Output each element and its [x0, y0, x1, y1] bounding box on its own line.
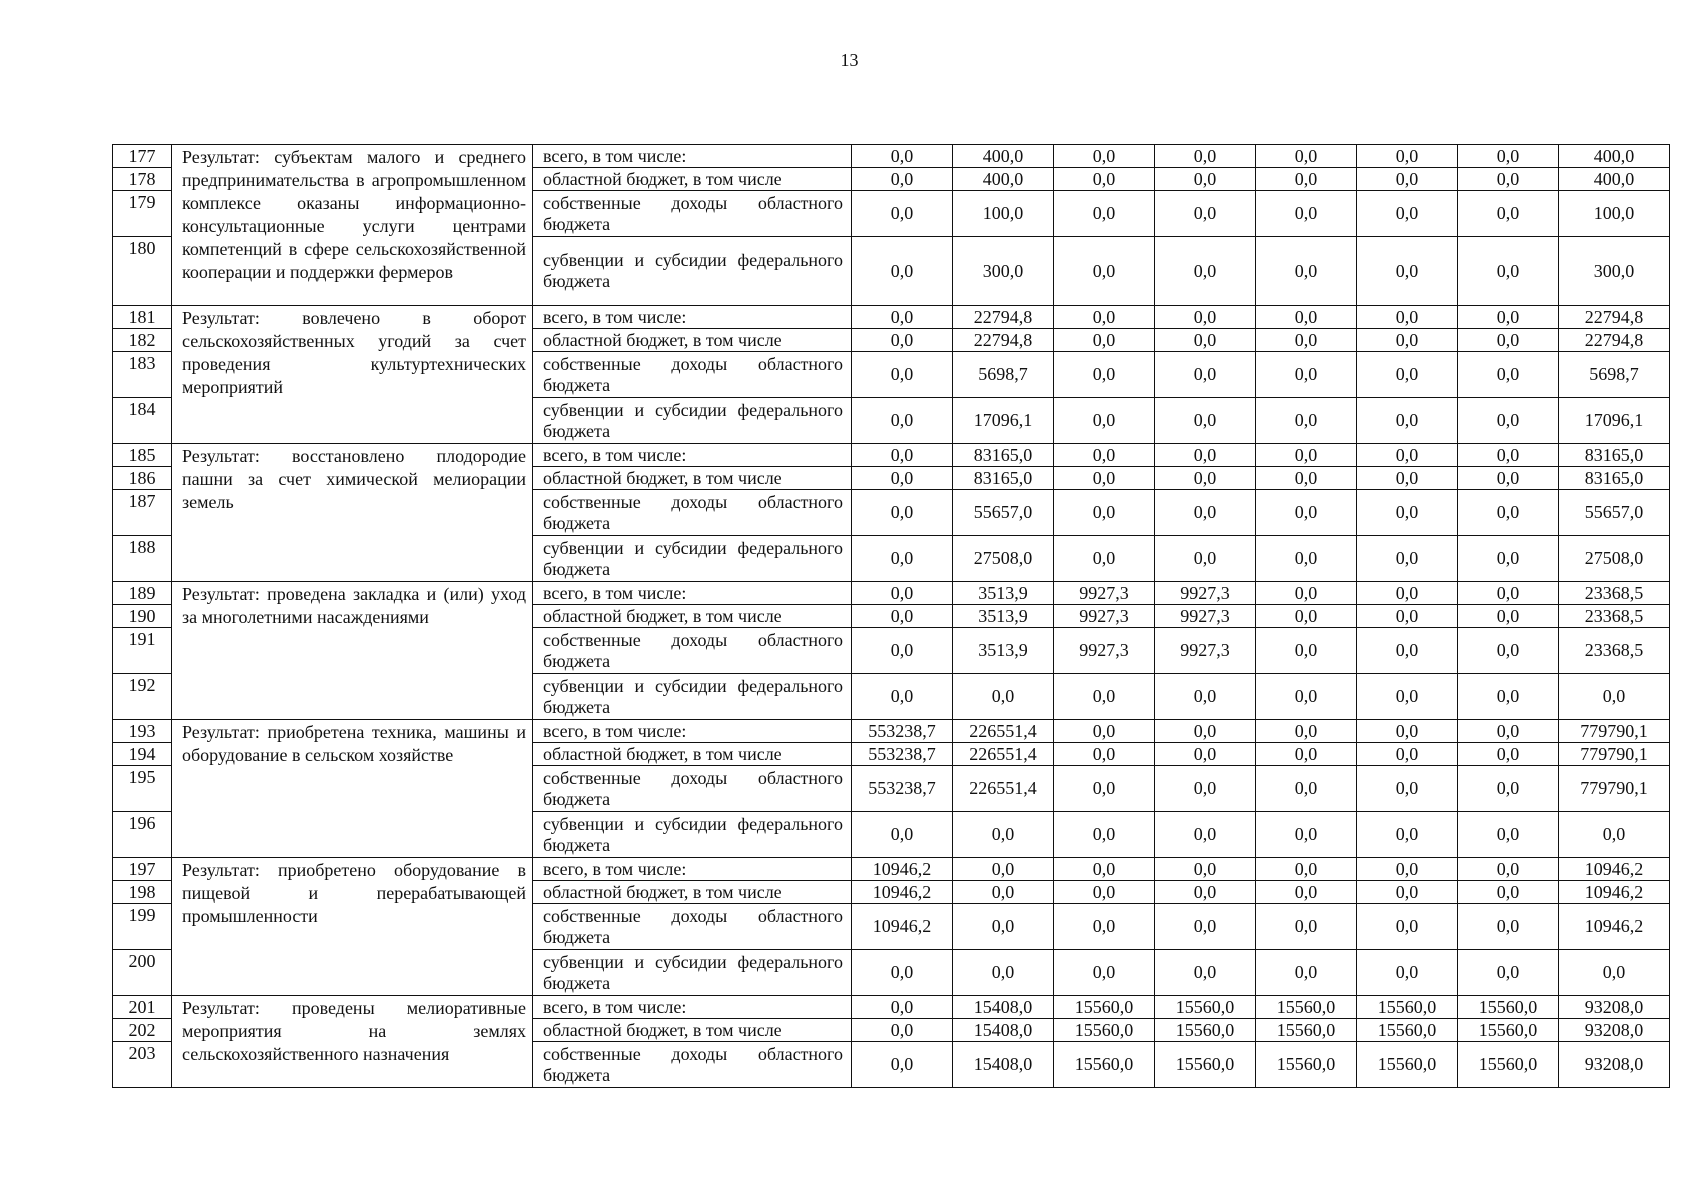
value-cell: 0,0	[1054, 306, 1155, 329]
value-cell: 0,0	[1357, 858, 1458, 881]
value-cell: 0,0	[1256, 605, 1357, 628]
value-cell: 0,0	[953, 881, 1054, 904]
value-cell: 0,0	[1155, 536, 1256, 582]
value-cell: 0,0	[1155, 812, 1256, 858]
value-cell: 0,0	[1458, 467, 1559, 490]
value-cell: 0,0	[953, 674, 1054, 720]
value-cell: 0,0	[1458, 168, 1559, 191]
value-cell: 0,0	[1155, 950, 1256, 996]
value-total: 22794,8	[1559, 306, 1670, 329]
value-total: 22794,8	[1559, 329, 1670, 352]
result-description: Результат: проведены мелиоративные мероприятия на землях сельскохозяйственного назначения	[172, 996, 533, 1088]
value-cell: 3513,9	[953, 605, 1054, 628]
value-cell: 15560,0	[1256, 996, 1357, 1019]
value-cell: 0,0	[1458, 720, 1559, 743]
value-total: 0,0	[1559, 812, 1670, 858]
value-cell: 0,0	[1054, 720, 1155, 743]
value-cell: 0,0	[1256, 674, 1357, 720]
funding-source: областной бюджет, в том числе	[533, 605, 852, 628]
value-cell: 15560,0	[1357, 1019, 1458, 1042]
value-cell: 9927,3	[1155, 605, 1256, 628]
value-cell: 0,0	[852, 329, 953, 352]
value-cell: 15560,0	[1155, 1042, 1256, 1088]
value-cell: 0,0	[1458, 536, 1559, 582]
value-cell: 0,0	[1054, 398, 1155, 444]
value-cell: 0,0	[953, 904, 1054, 950]
row-number: 182	[113, 329, 172, 352]
row-number: 188	[113, 536, 172, 582]
value-cell: 0,0	[1054, 191, 1155, 237]
funding-source: субвенции и субсидии федерального бюджета	[533, 536, 852, 582]
value-cell: 15560,0	[1054, 1042, 1155, 1088]
table-row	[113, 996, 1670, 1019]
row-number: 181	[113, 306, 172, 329]
row-number: 183	[113, 352, 172, 398]
value-total: 55657,0	[1559, 490, 1670, 536]
funding-source: областной бюджет, в том числе	[533, 329, 852, 352]
value-cell: 0,0	[1054, 467, 1155, 490]
value-cell: 0,0	[1256, 444, 1357, 467]
value-cell: 0,0	[1054, 881, 1155, 904]
value-cell: 15560,0	[1155, 996, 1256, 1019]
funding-source: всего, в том числе:	[533, 306, 852, 329]
funding-source: всего, в том числе:	[533, 996, 852, 1019]
funding-source: собственные доходы областного бюджета	[533, 628, 852, 674]
value-cell: 0,0	[852, 398, 953, 444]
funding-source: субвенции и субсидии федерального бюджета	[533, 950, 852, 996]
value-cell: 300,0	[953, 237, 1054, 306]
value-cell: 10946,2	[852, 858, 953, 881]
funding-source: субвенции и субсидии федерального бюджета	[533, 674, 852, 720]
funding-source: областной бюджет, в том числе	[533, 168, 852, 191]
value-cell: 0,0	[1155, 237, 1256, 306]
value-cell: 0,0	[852, 306, 953, 329]
value-cell: 0,0	[852, 467, 953, 490]
value-cell: 0,0	[1155, 720, 1256, 743]
funding-source: собственные доходы областного бюджета	[533, 1042, 852, 1088]
value-cell: 0,0	[1256, 582, 1357, 605]
value-cell: 0,0	[1155, 467, 1256, 490]
value-cell: 0,0	[1357, 237, 1458, 306]
value-cell: 0,0	[1256, 237, 1357, 306]
value-cell: 10946,2	[852, 881, 953, 904]
value-cell: 0,0	[1256, 904, 1357, 950]
value-total: 27508,0	[1559, 536, 1670, 582]
value-cell: 0,0	[1357, 398, 1458, 444]
value-cell: 15560,0	[1357, 996, 1458, 1019]
value-total: 400,0	[1559, 168, 1670, 191]
result-description: Результат: приобретена техника, машины и оборудование в сельском хозяйстве	[172, 720, 533, 858]
value-cell: 5698,7	[953, 352, 1054, 398]
page-number: 13	[840, 50, 859, 70]
value-cell: 0,0	[1458, 904, 1559, 950]
value-cell: 0,0	[1357, 582, 1458, 605]
value-cell: 0,0	[1357, 329, 1458, 352]
value-cell: 0,0	[1458, 881, 1559, 904]
row-number: 197	[113, 858, 172, 881]
value-cell: 0,0	[1458, 812, 1559, 858]
row-number: 195	[113, 766, 172, 812]
value-cell: 3513,9	[953, 582, 1054, 605]
value-cell: 9927,3	[1054, 605, 1155, 628]
result-description: Результат: субъектам малого и среднего предпринимательства в агропромышленном комплексе оказаны информационно-консультационные услуги центрами компетенций в сфере сельскохозяйственной кооперации и поддержки фермеров	[172, 145, 533, 306]
funding-source: собственные доходы областного бюджета	[533, 490, 852, 536]
funding-source: областной бюджет, в том числе	[533, 881, 852, 904]
value-cell: 55657,0	[953, 490, 1054, 536]
value-cell: 15560,0	[1256, 1042, 1357, 1088]
value-cell: 0,0	[1054, 904, 1155, 950]
value-cell: 226551,4	[953, 720, 1054, 743]
table-row	[113, 720, 1670, 743]
value-cell: 0,0	[1054, 444, 1155, 467]
value-cell: 0,0	[1256, 766, 1357, 812]
value-cell: 0,0	[1054, 743, 1155, 766]
value-cell: 0,0	[852, 168, 953, 191]
value-cell: 0,0	[1458, 674, 1559, 720]
funding-source: субвенции и субсидии федерального бюджета	[533, 237, 852, 306]
value-cell: 0,0	[1054, 490, 1155, 536]
row-number: 202	[113, 1019, 172, 1042]
value-cell: 27508,0	[953, 536, 1054, 582]
funding-source: всего, в том числе:	[533, 720, 852, 743]
value-cell: 0,0	[1357, 191, 1458, 237]
value-cell: 0,0	[1256, 329, 1357, 352]
value-cell: 15560,0	[1054, 996, 1155, 1019]
value-cell: 0,0	[852, 352, 953, 398]
value-cell: 0,0	[1458, 145, 1559, 168]
value-cell: 22794,8	[953, 329, 1054, 352]
value-cell: 0,0	[1256, 950, 1357, 996]
value-cell: 0,0	[1357, 352, 1458, 398]
value-cell: 0,0	[1458, 444, 1559, 467]
value-cell: 0,0	[852, 1019, 953, 1042]
value-cell: 0,0	[1054, 858, 1155, 881]
value-cell: 0,0	[1054, 950, 1155, 996]
value-cell: 0,0	[953, 858, 1054, 881]
value-cell: 9927,3	[1155, 582, 1256, 605]
funding-source: всего, в том числе:	[533, 145, 852, 168]
value-cell: 400,0	[953, 168, 1054, 191]
value-cell: 0,0	[1357, 674, 1458, 720]
value-cell: 0,0	[852, 812, 953, 858]
row-number: 191	[113, 628, 172, 674]
value-cell: 0,0	[1155, 145, 1256, 168]
value-cell: 0,0	[852, 674, 953, 720]
value-cell: 0,0	[852, 996, 953, 1019]
value-cell: 9927,3	[1054, 628, 1155, 674]
value-cell: 83165,0	[953, 444, 1054, 467]
value-cell: 0,0	[1357, 904, 1458, 950]
row-number: 192	[113, 674, 172, 720]
value-cell: 0,0	[1054, 145, 1155, 168]
value-cell: 0,0	[1458, 191, 1559, 237]
value-cell: 0,0	[852, 628, 953, 674]
value-cell: 0,0	[1458, 766, 1559, 812]
value-cell: 0,0	[1155, 352, 1256, 398]
value-total: 0,0	[1559, 950, 1670, 996]
value-cell: 0,0	[852, 582, 953, 605]
table-body	[113, 145, 1670, 1088]
value-total: 83165,0	[1559, 444, 1670, 467]
value-cell: 226551,4	[953, 743, 1054, 766]
row-number: 193	[113, 720, 172, 743]
value-cell: 0,0	[1357, 145, 1458, 168]
value-total: 10946,2	[1559, 904, 1670, 950]
row-number: 179	[113, 191, 172, 237]
value-cell: 0,0	[1054, 329, 1155, 352]
value-total: 779790,1	[1559, 720, 1670, 743]
row-number: 199	[113, 904, 172, 950]
value-cell: 0,0	[1256, 145, 1357, 168]
row-number: 196	[113, 812, 172, 858]
value-cell: 0,0	[1054, 766, 1155, 812]
value-cell: 0,0	[1054, 237, 1155, 306]
value-cell: 226551,4	[953, 766, 1054, 812]
value-cell: 15560,0	[1155, 1019, 1256, 1042]
row-number: 190	[113, 605, 172, 628]
value-total: 83165,0	[1559, 467, 1670, 490]
value-total: 93208,0	[1559, 1042, 1670, 1088]
value-total: 10946,2	[1559, 858, 1670, 881]
value-cell: 553238,7	[852, 766, 953, 812]
value-total: 10946,2	[1559, 881, 1670, 904]
value-cell: 0,0	[953, 812, 1054, 858]
value-cell: 0,0	[1458, 582, 1559, 605]
value-cell: 0,0	[1357, 881, 1458, 904]
value-cell: 0,0	[1458, 605, 1559, 628]
value-cell: 3513,9	[953, 628, 1054, 674]
value-cell: 0,0	[1256, 306, 1357, 329]
value-cell: 0,0	[1357, 306, 1458, 329]
value-cell: 0,0	[1357, 743, 1458, 766]
value-cell: 0,0	[1458, 306, 1559, 329]
value-total: 5698,7	[1559, 352, 1670, 398]
row-number: 189	[113, 582, 172, 605]
value-cell: 0,0	[1054, 168, 1155, 191]
value-cell: 553238,7	[852, 743, 953, 766]
value-cell: 22794,8	[953, 306, 1054, 329]
value-cell: 0,0	[1256, 490, 1357, 536]
value-cell: 0,0	[1458, 352, 1559, 398]
value-cell: 0,0	[1357, 605, 1458, 628]
value-total: 779790,1	[1559, 766, 1670, 812]
value-cell: 0,0	[1357, 444, 1458, 467]
value-cell: 0,0	[1155, 743, 1256, 766]
value-cell: 100,0	[953, 191, 1054, 237]
value-cell: 0,0	[1357, 168, 1458, 191]
row-number: 184	[113, 398, 172, 444]
value-total: 100,0	[1559, 191, 1670, 237]
value-cell: 0,0	[1155, 168, 1256, 191]
result-description: Результат: восстановлено плодородие пашни за счет химической мелиорации земель	[172, 444, 533, 582]
value-cell: 0,0	[1256, 536, 1357, 582]
value-cell: 0,0	[1357, 720, 1458, 743]
value-cell: 9927,3	[1155, 628, 1256, 674]
value-cell: 15560,0	[1458, 996, 1559, 1019]
value-cell: 15408,0	[953, 996, 1054, 1019]
value-cell: 0,0	[1155, 490, 1256, 536]
value-cell: 0,0	[1256, 720, 1357, 743]
value-cell: 15560,0	[1458, 1019, 1559, 1042]
value-cell: 0,0	[1357, 536, 1458, 582]
funding-source: собственные доходы областного бюджета	[533, 766, 852, 812]
value-total: 23368,5	[1559, 582, 1670, 605]
value-cell: 0,0	[1357, 812, 1458, 858]
value-cell: 0,0	[1256, 467, 1357, 490]
funding-source: областной бюджет, в том числе	[533, 1019, 852, 1042]
row-number: 186	[113, 467, 172, 490]
funding-source: субвенции и субсидии федерального бюджета	[533, 812, 852, 858]
value-cell: 0,0	[852, 605, 953, 628]
value-cell: 0,0	[1357, 467, 1458, 490]
row-number: 201	[113, 996, 172, 1019]
value-cell: 9927,3	[1054, 582, 1155, 605]
value-cell: 0,0	[953, 950, 1054, 996]
value-cell: 17096,1	[953, 398, 1054, 444]
table-row	[113, 306, 1670, 329]
funding-source: всего, в том числе:	[533, 858, 852, 881]
value-cell: 0,0	[852, 191, 953, 237]
result-description: Результат: приобретено оборудование в пищевой и перерабатывающей промышленности	[172, 858, 533, 996]
value-cell: 15408,0	[953, 1042, 1054, 1088]
value-total: 0,0	[1559, 674, 1670, 720]
value-cell: 0,0	[852, 536, 953, 582]
table-row	[113, 582, 1670, 605]
funding-source: всего, в том числе:	[533, 582, 852, 605]
row-number: 187	[113, 490, 172, 536]
value-cell: 0,0	[1256, 168, 1357, 191]
budget-table	[112, 144, 1670, 1088]
row-number: 177	[113, 145, 172, 168]
table-row	[113, 444, 1670, 467]
value-cell: 0,0	[1458, 950, 1559, 996]
value-total: 23368,5	[1559, 628, 1670, 674]
value-cell: 0,0	[1256, 812, 1357, 858]
value-cell: 0,0	[1054, 536, 1155, 582]
value-cell: 15560,0	[1256, 1019, 1357, 1042]
value-cell: 553238,7	[852, 720, 953, 743]
row-number: 203	[113, 1042, 172, 1088]
value-cell: 0,0	[1155, 904, 1256, 950]
value-cell: 400,0	[953, 145, 1054, 168]
value-cell: 0,0	[1256, 628, 1357, 674]
value-cell: 15560,0	[1054, 1019, 1155, 1042]
value-total: 93208,0	[1559, 1019, 1670, 1042]
value-cell: 0,0	[1256, 398, 1357, 444]
row-number: 185	[113, 444, 172, 467]
table-row	[113, 145, 1670, 168]
result-description: Результат: проведена закладка и (или) уход за многолетними насаждениями	[172, 582, 533, 720]
value-cell: 10946,2	[852, 904, 953, 950]
value-cell: 0,0	[1155, 398, 1256, 444]
funding-source: всего, в том числе:	[533, 444, 852, 467]
funding-source: собственные доходы областного бюджета	[533, 352, 852, 398]
row-number: 200	[113, 950, 172, 996]
value-cell: 0,0	[1256, 352, 1357, 398]
value-cell: 0,0	[1458, 237, 1559, 306]
value-cell: 0,0	[1458, 329, 1559, 352]
value-total: 779790,1	[1559, 743, 1670, 766]
value-cell: 0,0	[1054, 674, 1155, 720]
value-total: 300,0	[1559, 237, 1670, 306]
value-cell: 0,0	[1458, 398, 1559, 444]
value-cell: 0,0	[1155, 858, 1256, 881]
value-total: 23368,5	[1559, 605, 1670, 628]
value-cell: 0,0	[1458, 628, 1559, 674]
value-cell: 0,0	[1155, 766, 1256, 812]
value-cell: 0,0	[1256, 858, 1357, 881]
value-total: 400,0	[1559, 145, 1670, 168]
value-cell: 0,0	[1155, 881, 1256, 904]
value-cell: 0,0	[1155, 191, 1256, 237]
value-cell: 0,0	[852, 490, 953, 536]
funding-source: субвенции и субсидии федерального бюджета	[533, 398, 852, 444]
funding-source: областной бюджет, в том числе	[533, 467, 852, 490]
value-cell: 0,0	[1357, 628, 1458, 674]
value-cell: 0,0	[1357, 950, 1458, 996]
value-cell: 0,0	[852, 1042, 953, 1088]
row-number: 198	[113, 881, 172, 904]
value-cell: 15560,0	[1357, 1042, 1458, 1088]
value-cell: 83165,0	[953, 467, 1054, 490]
value-cell: 0,0	[1155, 306, 1256, 329]
value-cell: 0,0	[1155, 444, 1256, 467]
value-cell: 15408,0	[953, 1019, 1054, 1042]
row-number: 178	[113, 168, 172, 191]
value-total: 93208,0	[1559, 996, 1670, 1019]
value-cell: 15560,0	[1458, 1042, 1559, 1088]
value-cell: 0,0	[852, 237, 953, 306]
value-cell: 0,0	[1256, 191, 1357, 237]
value-cell: 0,0	[1458, 743, 1559, 766]
value-cell: 0,0	[852, 145, 953, 168]
value-cell: 0,0	[1357, 766, 1458, 812]
value-cell: 0,0	[1357, 490, 1458, 536]
table-row	[113, 858, 1670, 881]
row-number: 194	[113, 743, 172, 766]
result-description: Результат: вовлечено в оборот сельскохозяйственных угодий за счет проведения культуртехнических мероприятий	[172, 306, 533, 444]
value-cell: 0,0	[1458, 490, 1559, 536]
value-cell: 0,0	[852, 444, 953, 467]
value-cell: 0,0	[1054, 352, 1155, 398]
funding-source: областной бюджет, в том числе	[533, 743, 852, 766]
row-number: 180	[113, 237, 172, 306]
value-cell: 0,0	[1155, 674, 1256, 720]
value-cell: 0,0	[1054, 812, 1155, 858]
value-cell: 0,0	[1458, 858, 1559, 881]
funding-source: собственные доходы областного бюджета	[533, 191, 852, 237]
value-cell: 0,0	[1256, 881, 1357, 904]
value-cell: 0,0	[852, 950, 953, 996]
funding-source: собственные доходы областного бюджета	[533, 904, 852, 950]
value-total: 17096,1	[1559, 398, 1670, 444]
value-cell: 0,0	[1155, 329, 1256, 352]
value-cell: 0,0	[1256, 743, 1357, 766]
